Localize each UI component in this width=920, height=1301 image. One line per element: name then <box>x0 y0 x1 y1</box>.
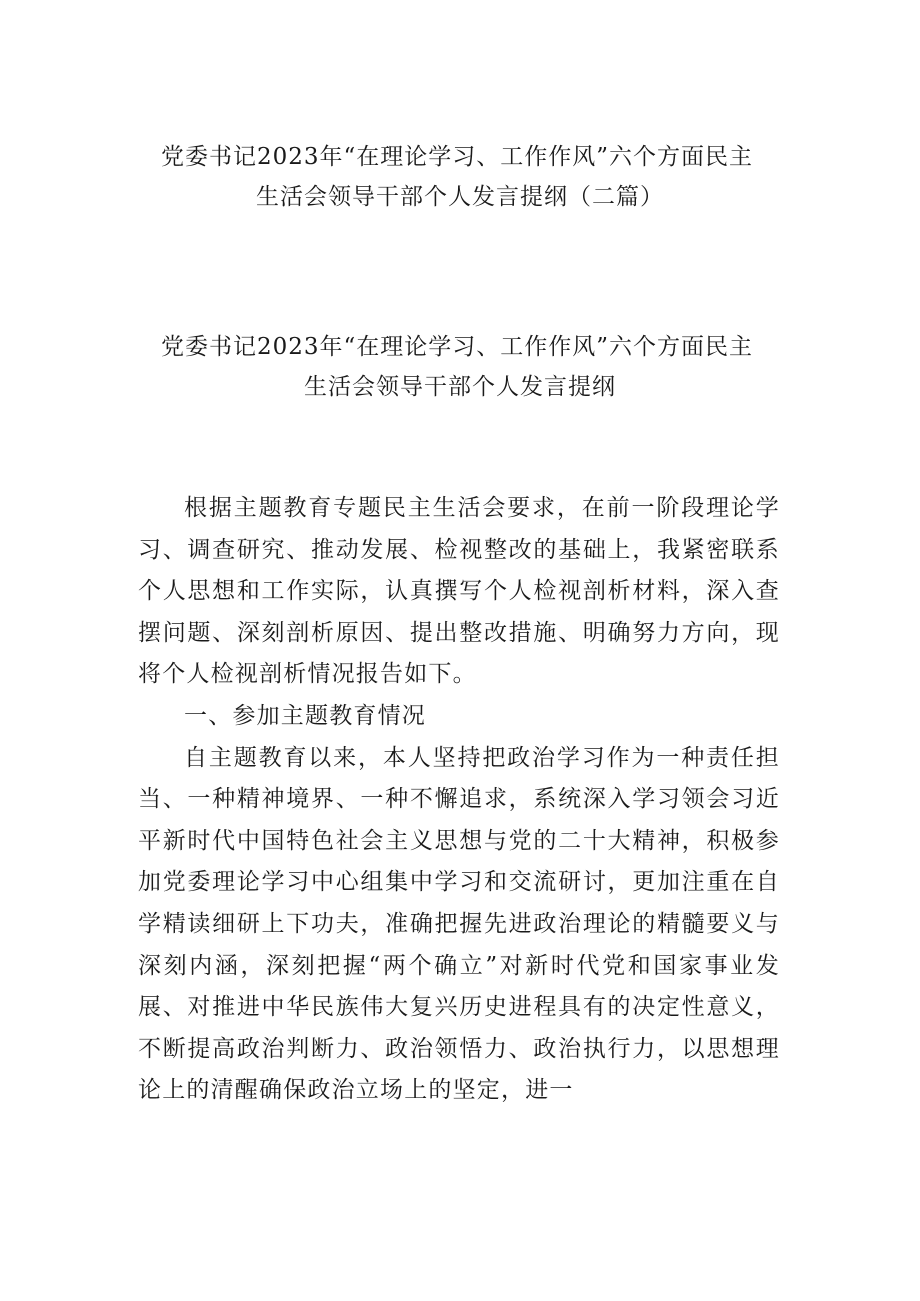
main-title-line-1: 党委书记2023年“在理论学习、工作作风”六个方面民主 <box>160 144 754 170</box>
section-heading: 一、参加主题教育情况 <box>184 702 426 729</box>
document-body <box>138 488 780 1112</box>
sub-title-line-2: 生活会领导干部个人发言提纲 <box>304 374 616 400</box>
main-title <box>0 137 920 217</box>
sub-title <box>0 327 920 407</box>
section-paragraph: 自主题教育以来，本人坚持把政治学习作为一种责任担当、一种精神境界、一种不懈追求，系统深入学习领会习近平新时代中国特色社会主义思想与党的二十大精神，积极参加党委理论学习中心组集中学习和交流研讨，更加注重在自学精读细研上下功夫，准确把握先进政治理论的精髓要义与深刻内涵，深刻把握“两个确立”对新时代党和国家事业发展、对推进中华民族伟大复兴历史进程具有的决定性意义，不断提高政治判断力、政治领悟力、政治执行力，以思想理论上的清醒确保政治立场上的坚定，进一 <box>138 744 780 1104</box>
main-title-line-2: 生活会领导干部个人发言提纲（二篇） <box>256 184 664 210</box>
sub-title-line-1: 党委书记2023年“在理论学习、工作作风”六个方面民主 <box>160 334 754 360</box>
intro-paragraph: 根据主题教育专题民主生活会要求，在前一阶段理论学习、调查研究、推动发展、检视整改的基础上，我紧密联系个人思想和工作实际，认真撰写个人检视剖析材料，深入查摆问题、深刻剖析原因、提出整改措施、明确努力方向，现将个人检视剖析情况报告如下。 <box>138 495 780 688</box>
